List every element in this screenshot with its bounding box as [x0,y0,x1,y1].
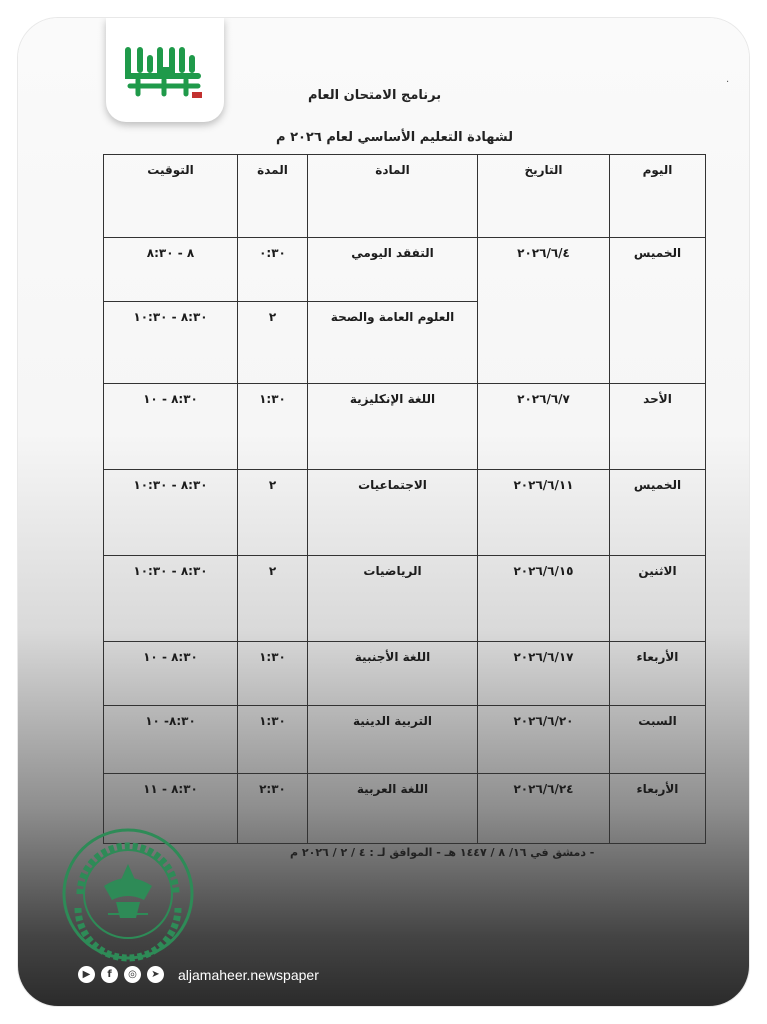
cell-date: ٢٠٢٦/٦/٢٠ [478,706,610,774]
cell-day: الخميس [610,238,706,384]
cell-time: ٨:٣٠- ١٠ [104,706,238,774]
cell-duration: ٢ [238,302,308,384]
header-subject: المادة [308,155,478,238]
cell-day: الأربعاء [610,774,706,844]
issue-date-line: - دمشق في ١٦/ ٨ / ١٤٤٧ هـ - الموافق لـ : ٤ / ٢ / ٢٠٢٦ م [290,846,595,859]
exam-schedule-table [103,154,706,844]
cell-subject: التربية الدينية [308,706,478,774]
instagram-icon[interactable]: ◎ [124,966,141,983]
cell-time: ٨:٣٠ - ١٠:٣٠ [104,556,238,642]
cell-date: ٢٠٢٦/٦/١٧ [478,642,610,706]
cell-day: الأحد [610,384,706,470]
cell-duration: ١:٣٠ [238,706,308,774]
cell-duration: ١:٣٠ [238,384,308,470]
table-row [104,642,706,706]
social-handle[interactable]: aljamaheer.newspaper [178,967,319,983]
document-title: برنامج الامتحان العام [308,88,442,103]
cell-subject: التفقد اليومي [308,238,478,302]
social-links [78,966,164,983]
document-subtitle: لشهادة التعليم الأساسي لعام ٢٠٢٦ م [276,130,513,145]
cell-subject: اللغة الإنكليزية [308,384,478,470]
cell-duration: ١:٣٠ [238,642,308,706]
brand-logo[interactable] [106,18,224,122]
cell-time: ٨:٣٠ - ١٠ [104,384,238,470]
header-duration: المدة [238,155,308,238]
cell-date: ٢٠٢٦/٦/٢٤ [478,774,610,844]
cell-duration: ٢:٣٠ [238,774,308,844]
cell-time: ٨:٣٠ - ١٠:٣٠ [104,470,238,556]
cell-subject: العلوم العامة والصحة [308,302,478,384]
cell-time: ٨:٣٠ - ١٠ [104,642,238,706]
cell-subject: اللغة الأجنبية [308,642,478,706]
cell-day: الاثنين [610,556,706,642]
cell-subject: الاجتماعيات [308,470,478,556]
table-row [104,470,706,556]
table-row [104,384,706,470]
jamaheer-logo-icon [120,44,210,100]
header-day: اليوم [610,155,706,238]
table-row [104,706,706,774]
cell-day: الخميس [610,470,706,556]
header-time: التوقيت [104,155,238,238]
document-card [18,18,749,1006]
cell-time: ٨:٣٠ - ١٠:٣٠ [104,302,238,384]
ministry-seal [58,824,198,964]
cell-date: ٢٠٢٦/٦/١٥ [478,556,610,642]
youtube-icon[interactable]: ▶ [78,966,95,983]
cell-day: الأربعاء [610,642,706,706]
telegram-icon[interactable]: ➤ [147,966,164,983]
cell-date: ٢٠٢٦/٦/١١ [478,470,610,556]
cell-subject: اللغة العربية [308,774,478,844]
table-row [104,238,706,302]
cell-date: ٢٠٢٦/٦/٤ [478,238,610,384]
cell-day: السبت [610,706,706,774]
cell-time: ٨:٣٠ - ١١ [104,774,238,844]
header-date: التاريخ [478,155,610,238]
table-row [104,556,706,642]
cell-duration: ٠:٣٠ [238,238,308,302]
corner-mark: . [726,74,730,85]
cell-subject: الرياضيات [308,556,478,642]
cell-date: ٢٠٢٦/٦/٧ [478,384,610,470]
cell-time: ٨ - ٨:٣٠ [104,238,238,302]
cell-duration: ٢ [238,470,308,556]
cell-duration: ٢ [238,556,308,642]
facebook-icon[interactable]: f [101,966,118,983]
table-header-row [104,155,706,238]
